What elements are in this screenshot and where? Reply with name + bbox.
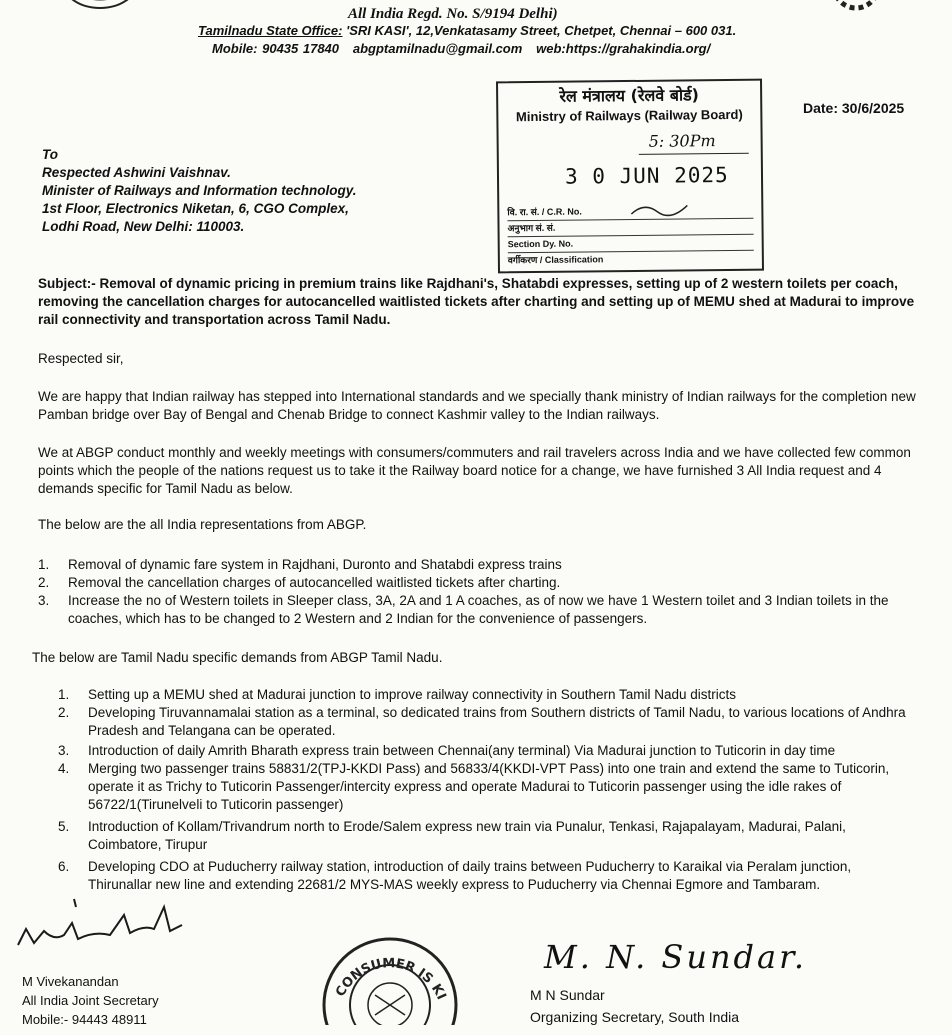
stamp-field-class: वर्गीकरण / Classification [507, 254, 604, 266]
list-item-line: Setting up a MEMU shed at Madurai junction to improve railway connectivity in Southern Tamil Nadu districts [88, 687, 737, 702]
contact-line [212, 41, 710, 56]
signatory-right [530, 984, 739, 1028]
list-item [58, 818, 938, 854]
scribble-icon [629, 199, 689, 220]
list-number: 1. [58, 687, 70, 702]
para2-line3: demands specific for Tamil Nadu as below. [38, 481, 293, 496]
list-item-line: Removal of dynamic fare system in Rajdhani, Duronto and Shatabdi express trains [68, 557, 562, 572]
list-item-line: Merging two passenger trains 58831/2(TPJ-KKDI Pass) and 56833/4(KKDI-VPT Pass) into one train and extend the same to Tuticorin, [88, 761, 890, 776]
list-item-line: Removal the cancellation charges of autocancelled waitlisted tickets after charting. [68, 575, 561, 590]
list-item-line: Introduction of Kollam/Trivandrum north to Erode/Salem express new train via Punalur, Tenkasi, Rajapalayam, Madurai, Palani, [88, 819, 846, 834]
list-item-line: coaches, which has to be changed to 2 Western and 2 Indian for the convenience of passengers. [68, 611, 648, 626]
stamp-field-dy: Section Dy. No. [508, 235, 754, 254]
recipient-to: To [42, 147, 58, 162]
stamp-hindi-title: रेल मंत्रालय (रेलवे बोर्ड) [559, 85, 700, 106]
list-item-line: Thirunallar new line and extending 22681/2 MYS-MAS weekly express to Puducherry via Chennai Egmore and Tambaram. [88, 877, 821, 892]
list-item-line: 56722/1(Tirunelveli to Tuticorin passenger) [88, 797, 344, 812]
list-item [58, 742, 938, 760]
para2-line1: We at ABGP conduct monthly and weekly meetings with consumers/commuters and rail travelers across India and we have collected few common [38, 445, 911, 460]
mobile-text: Mobile: 90435 17840 [212, 41, 340, 56]
list-item [58, 686, 938, 704]
list-item [58, 858, 938, 894]
office-address [198, 23, 736, 38]
list-item-line: Increase the no of Western toilets in Sleeper class, 3A, 2A and 1 A coaches, as of now we have 1 Western toilet and 3 Indian toilets in the [68, 593, 889, 608]
web-link[interactable]: web:https://grahakindia.org/ [536, 41, 711, 56]
org-logo-left-icon [60, 0, 140, 30]
signatory-left-title: All India Joint Secretary [22, 993, 159, 1008]
office-label: Tamilnadu State Office: [198, 23, 343, 38]
stamp-date: 3 0 JUN 2025 [564, 162, 729, 189]
seal-text-path: CONSUMER IS KI [333, 956, 449, 1003]
para2-line2: points which the people of the nations request us to take it the Railway board notice for a change, we have furnished 3 All India request and 4 [38, 463, 882, 478]
list-number: 2. [58, 705, 70, 720]
stamp-english-title: Ministry of Railways (Railway Board) [515, 106, 743, 125]
salutation: Respected sir, [38, 351, 124, 366]
all-india-list [38, 556, 918, 628]
recipient-line3: 1st Floor, Electronics Niketan, 6, CGO Complex, [42, 201, 349, 216]
signatory-left-name: M Vivekanandan [22, 974, 119, 989]
signatory-left-mobile: Mobile:- 94443 48911 [22, 1012, 147, 1027]
para1-line1: We are happy that Indian railway has stepped into International standards and we specially thank ministry of Indian railways for the completion new [38, 389, 916, 404]
registration-line: All India Regd. No. S/9194 Delhi) [348, 6, 558, 22]
list-item-line: Developing CDO at Puducherry railway station, introduction of daily trains between Puducherry to Karaikal via Peralam junction, [88, 859, 852, 874]
paragraph-1 [38, 388, 916, 424]
signature-right: M. N. Sundar. [544, 938, 808, 976]
list-number: 1. [38, 557, 50, 572]
left-logo [60, 0, 140, 30]
stamp-time: 5: 30Pm [648, 131, 716, 151]
receipt-stamp [496, 79, 764, 274]
seal-icon [315, 925, 465, 1025]
subject-block [38, 275, 918, 329]
list-item-line: Developing Tiruvannamalai station as a terminal, so dedicated trains from Southern districts of Tamil Nadu, to various locations of Andhra [88, 705, 906, 720]
list-number: 6. [58, 859, 70, 874]
signatory-right-name: M N Sundar [530, 987, 605, 1003]
signatory-right-title: Organizing Secretary, South India [530, 1009, 740, 1025]
right-logo [820, 0, 890, 30]
organization-seal [315, 925, 465, 1035]
gear-emblem-icon [820, 0, 890, 30]
time-underline [639, 153, 749, 155]
list-number: 2. [38, 575, 50, 590]
para1-line2: Pamban bridge over Bay of Bengal and Chenab Bridge to connect Kashmir valley to the Indian railways. [38, 407, 660, 422]
list-number: 3. [38, 593, 50, 608]
signature-left-icon [14, 895, 194, 965]
list-number: 5. [58, 819, 70, 834]
list-item-line: operate it as Trichy to Tuticorin Passenger/intercity express and operate Madurai to Tuticorin passenger using the idle rakes of [88, 779, 842, 794]
list-item-line: Coimbatore, Tirupur [88, 837, 208, 852]
office-address-text: 'SRI KASI', 12,Venkatasamy Street, Chetpet, Chennai – 600 031. [346, 23, 737, 38]
list-item [38, 574, 918, 592]
list-item [38, 592, 918, 628]
letter-date: Date: 30/6/2025 [803, 100, 905, 116]
subject-line2: removing the cancellation charges for autocancelled waitlisted tickets after charting and setting up of MEMU shed at Madurai to improve [38, 294, 915, 309]
recipient-line4: Lodhi Road, New Delhi: 110003. [42, 219, 245, 234]
list-number: 4. [58, 761, 70, 776]
recipient-block [42, 146, 357, 236]
subject-line3: rail connectivity and transportation across Tamil Nadu. [38, 312, 391, 327]
seal-text [315, 925, 449, 1002]
recipient-line1: Respected Ashwini Vaishnav. [42, 165, 231, 180]
stamp-field-section: अनुभाग सं. सं. [507, 219, 753, 238]
tamil-nadu-list [58, 686, 938, 894]
list-item [58, 704, 938, 740]
list-item-line: Pradesh and Telangana can be operated. [88, 723, 336, 738]
list-item-line: Introduction of daily Amrith Bharath express train between Chennai(any terminal) Via Madurai junction to Tuticorin in day time [88, 743, 836, 758]
list-item [58, 760, 938, 814]
recipient-line2: Minister of Railways and Information technology. [42, 183, 357, 198]
paragraph-2 [38, 444, 911, 498]
stamp-field-cr: वि. रा. सं. / C.R. No. [507, 203, 753, 222]
tamil-nadu-heading: The below are Tamil Nadu specific demands from ABGP Tamil Nadu. [32, 650, 443, 665]
signatory-left [22, 972, 159, 1029]
list-number: 3. [58, 743, 70, 758]
subject-line1: Subject:- Removal of dynamic pricing in premium trains like Rajdhani's, Shatabdi expresses, setting up of 2 western toilets per coach, [38, 276, 898, 291]
list-item [38, 556, 918, 574]
email-link[interactable]: abgptamilnadu@gmail.com [352, 41, 523, 56]
all-india-heading: The below are the all India representations from ABGP. [38, 517, 367, 532]
